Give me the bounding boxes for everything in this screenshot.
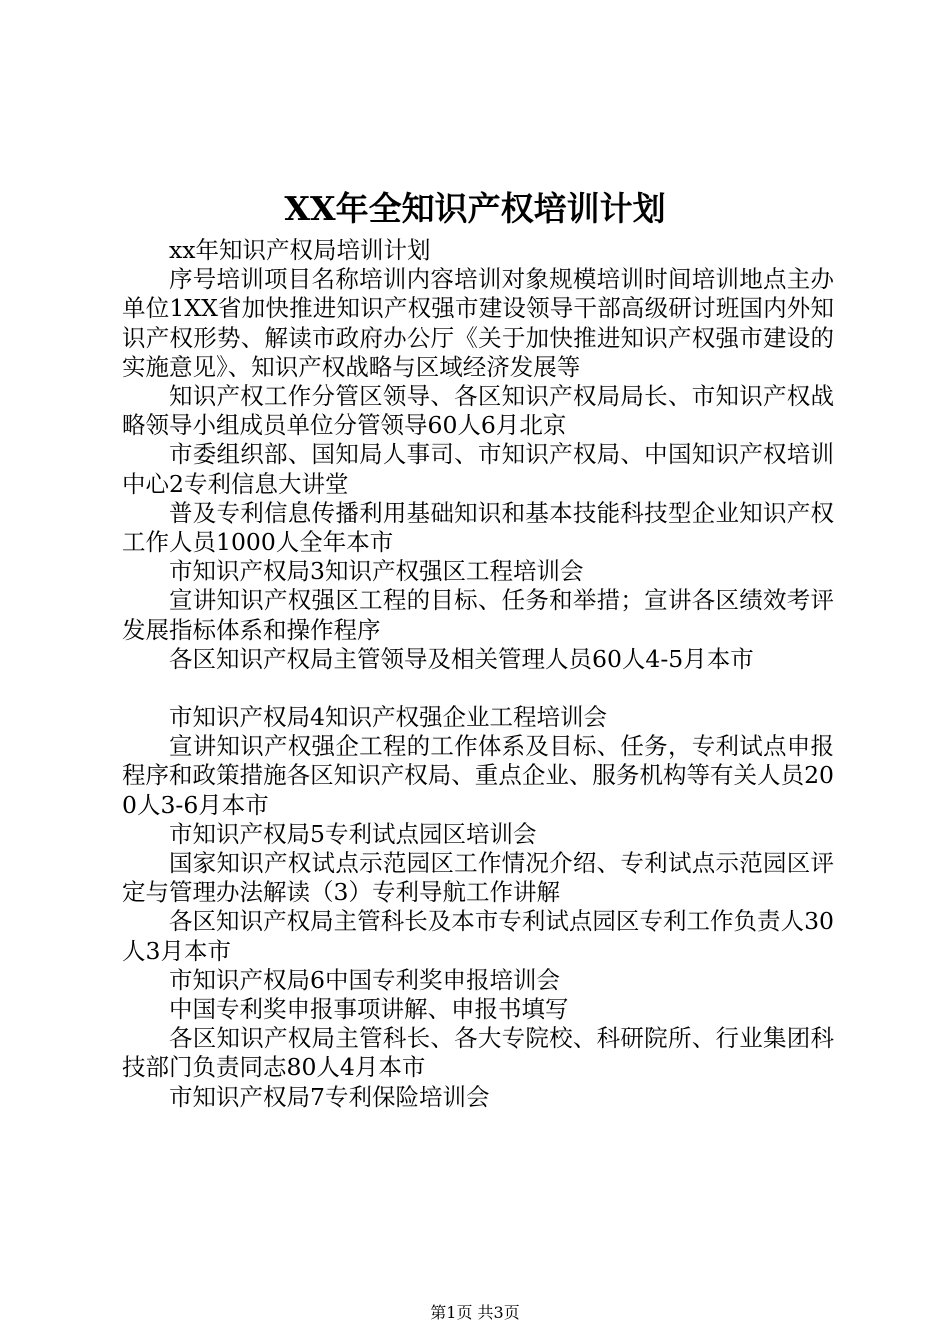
document-body [122,236,834,1112]
paragraph: 中国专利奖申报事项讲解、申报书填写 [169,995,569,1024]
paragraph: 普及专利信息传播利用基础知识和基本技能科技型企业知识产权工作人员1000人全年本市 [122,498,834,557]
paragraph: 国家知识产权试点示范园区工作情况介绍、专利试点示范园区评定与管理办法解读（3）专利导航工作讲解 [122,849,834,907]
paragraph: 各区知识产权局主管领导及相关管理人员60人4-5月本市 [169,644,754,673]
paragraph: 各区知识产权局主管科长、各大专院校、科研院所、行业集团科技部门负责同志80人4月本市 [122,1024,834,1082]
paragraph: 知识产权工作分管区领导、各区知识产权局局长、市知识产权战略领导小组成员单位分管领导60人6月北京 [122,382,834,440]
paragraph: xx年知识产权局培训计划 [169,236,431,264]
paragraph: 宣讲知识产权强企工程的工作体系及目标、任务，专利试点申报程序和政策措施各区知识产权局、重点企业、服务机构等有关人员200人3-6月本市 [122,732,834,819]
document-title: XX年全知识产权培训计划 [284,189,666,228]
page-footer: 第1页 共3页 [430,1303,520,1322]
paragraph: 市知识产权局3知识产权强区工程培训会 [169,557,584,586]
paragraph: 宣讲知识产权强区工程的目标、任务和举措；宣讲各区绩效考评发展指标体系和操作程序 [122,586,834,644]
paragraph: 市知识产权局4知识产权强企业工程培训会 [169,703,607,732]
paragraph: 序号培训项目名称培训内容培训对象规模培训时间培训地点主办单位1XX省加快推进知识产权强市建设领导干部高级研讨班国内外知识产权形势、解读市政府办公厅《关于加快推进知识产权强市建设的实施意见》、知识产权战略与区域经济发展等 [122,265,834,381]
paragraph: 市委组织部、国知局人事司、市知识产权局、中国知识产权培训中心2专利信息大讲堂 [122,440,834,498]
paragraph: 市知识产权局6中国专利奖申报培训会 [169,965,560,994]
paragraph: 市知识产权局5专利试点园区培训会 [169,819,537,848]
paragraph: 各区知识产权局主管科长及本市专利试点园区专利工作负责人30人3月本市 [122,907,834,965]
paragraph: 市知识产权局7专利保险培训会 [169,1082,490,1111]
